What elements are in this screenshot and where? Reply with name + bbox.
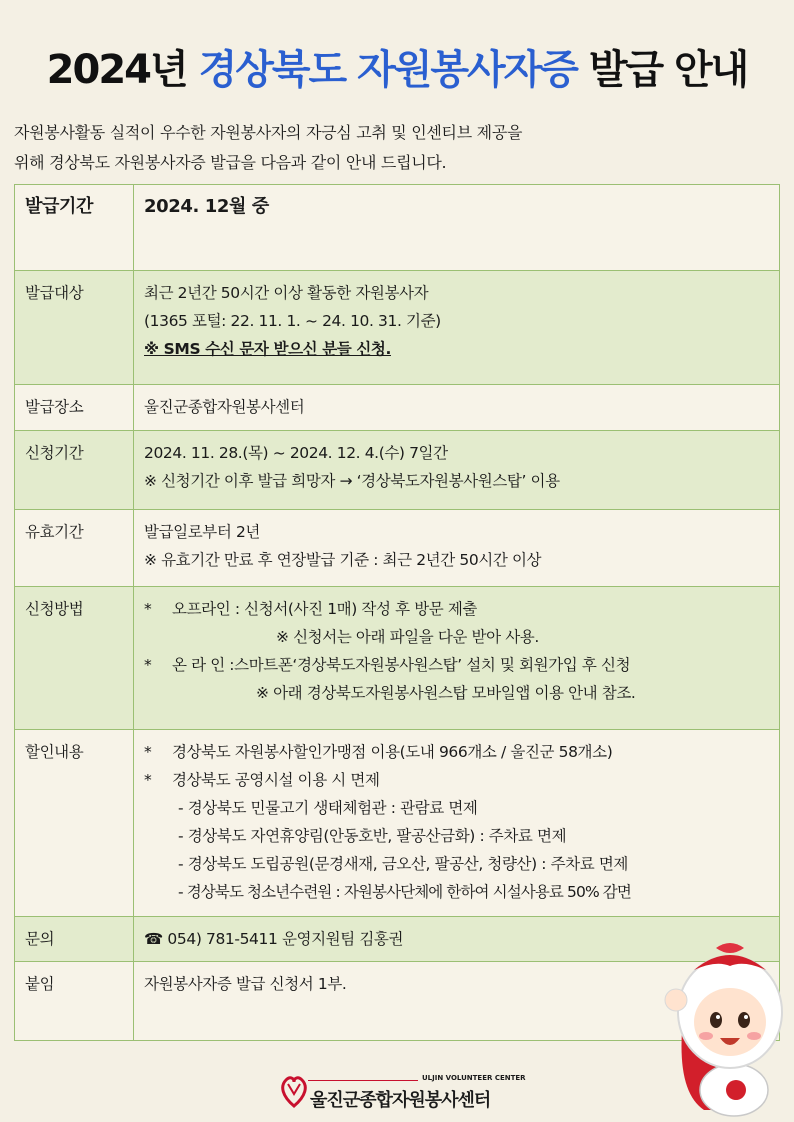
- page-title: [0, 40, 794, 100]
- row-method-online-note: ※ 아래 경상북도자원봉사원스탑 모바일앱 이용 안내 참조.: [256, 684, 636, 702]
- bullet-star: *: [144, 600, 152, 618]
- row-period: [15, 185, 780, 271]
- row-method-offline: * 오프라인 : 신청서(사진 1매) 작성 후 방문 제출: [144, 595, 769, 623]
- logo-english-name: ULJIN VOLUNTEER CENTER: [422, 1074, 526, 1082]
- row-method-offline-note: ※ 신청서는 아래 파일을 다운 받아 사용.: [276, 628, 539, 646]
- row-discount-sub-4: - 경상북도 청소년수련원 : 자원봉사단체에 한하여 시설사용료 50% 감면: [178, 883, 631, 901]
- mascot-illustration: [664, 940, 790, 1118]
- row-apply-period-line-2: ※ 신청기간 이후 발급 희망자 → ‘경상북도자원봉사원스탑’ 이용: [144, 472, 560, 490]
- title-highlight: 경상북도 자원봉사자증: [198, 47, 577, 93]
- row-discount: [15, 730, 780, 917]
- intro-line-1: 자원봉사활동 실적이 우수한 자원봉사자의 자긍심 고취 및 인센티브 제공을: [14, 123, 523, 142]
- bullet-star: *: [144, 771, 152, 789]
- logo-divider: [308, 1080, 418, 1081]
- row-validity-line-1: 발급일로부터 2년: [144, 523, 261, 541]
- row-period-value: 2024. 12월 중: [144, 196, 269, 217]
- row-target-line-2: (1365 포털: 22. 11. 1. ~ 24. 10. 31. 기준): [144, 312, 441, 330]
- row-validity-label: 유효기간: [15, 510, 134, 587]
- row-place-value: 울진군종합자원봉사센터: [134, 385, 780, 431]
- row-target-label: 발급대상: [15, 271, 134, 385]
- row-discount-item-1: * 경상북도 자원봉사할인가맹점 이용(도내 966개소 / 울진군 58개소): [144, 738, 769, 766]
- row-discount-sub-3: - 경상북도 도립공원(문경새재, 금오산, 팔공산, 청량산) : 주차료 면제: [178, 855, 629, 873]
- row-discount-label: 할인내용: [15, 730, 134, 917]
- row-place: [15, 385, 780, 431]
- bullet-star: *: [144, 743, 152, 761]
- row-method: [15, 587, 780, 730]
- row-discount-item-2: * 경상북도 공영시설 이용 시 면제: [144, 766, 769, 794]
- intro-line-2: 위해 경상북도 자원봉사자증 발급을 다음과 같이 안내 드립니다.: [14, 153, 447, 172]
- row-apply-period-label: 신청기간: [15, 431, 134, 510]
- row-method-online: * 온 라 인 :스마트폰‘경상북도자원봉사원스탑’ 설치 및 회원가입 후 신청: [144, 651, 769, 679]
- row-discount-sub-1: - 경상북도 민물고기 생태체험관 : 관람료 면제: [178, 799, 478, 817]
- row-target-notice: ※ SMS 수신 문자 받으신 분들 신청.: [144, 340, 391, 358]
- heart-logo-icon: [280, 1070, 308, 1110]
- row-apply-period-line-1: 2024. 11. 28.(목) ~ 2024. 12. 4.(수) 7일간: [144, 444, 448, 462]
- row-contact-label: 문의: [15, 917, 134, 962]
- row-contact-value: ☎ 054) 781-5411 운영지원팀 김홍권: [134, 917, 780, 962]
- center-logo: [280, 1070, 540, 1116]
- row-validity-line-2: ※ 유효기간 만료 후 연장발급 기준 : 최근 2년간 50시간 이상: [144, 551, 542, 569]
- bullet-star: *: [144, 656, 152, 674]
- row-discount-sub-2: - 경상북도 자연휴양림(안동호반, 팔공산금화) : 주차료 면제: [178, 827, 567, 845]
- intro-text: [14, 118, 782, 178]
- logo-korean-name: 울진군종합자원봉사센터: [310, 1090, 491, 1111]
- title-year: 2024년: [46, 47, 199, 93]
- info-table: [14, 184, 780, 1041]
- row-attach-label: 붙임: [15, 962, 134, 1041]
- row-target-line-1: 최근 2년간 50시간 이상 활동한 자원봉사자: [144, 284, 429, 302]
- row-place-label: 발급장소: [15, 385, 134, 431]
- row-apply-period: [15, 431, 780, 510]
- row-method-label: 신청방법: [15, 587, 134, 730]
- row-validity: [15, 510, 780, 587]
- row-target: [15, 271, 780, 385]
- row-period-label: 발급기간: [25, 196, 93, 217]
- row-attach-value: 자원봉사자증 발급 신청서 1부.: [134, 962, 780, 1041]
- title-suffix: 발급 안내: [576, 47, 748, 93]
